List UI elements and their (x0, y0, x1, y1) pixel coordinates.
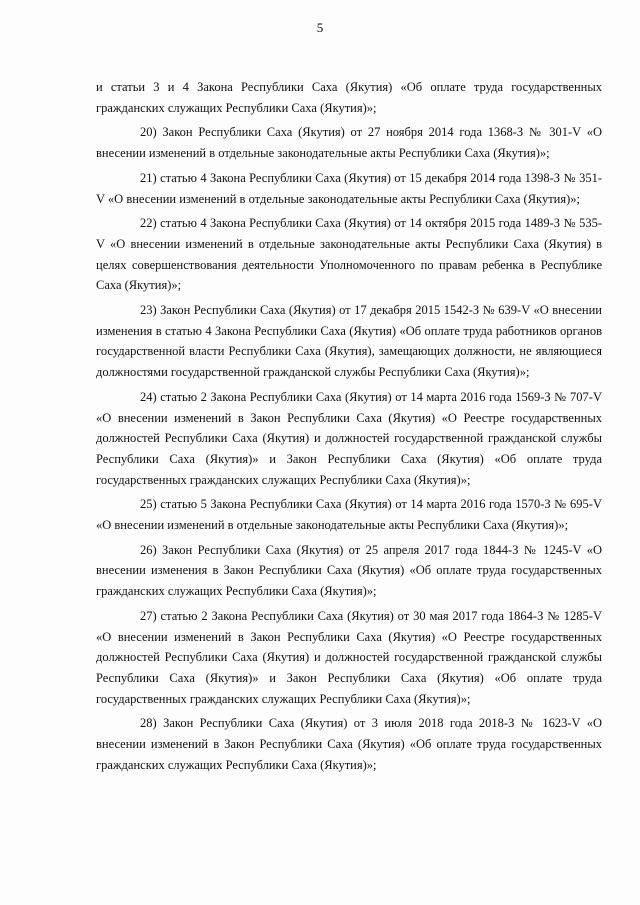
list-item-28: 28) Закон Республики Саха (Якутия) от 3 июля 2018 года 2018-З № 1623-V «О внесении изменений в Закон Республики Саха (Якутия) «Об оплате труда государственных гражданских служащих Республики Саха (Якутия)»; (96, 716, 602, 772)
list-item-27: 27) статью 2 Закона Республики Саха (Якутия) от 30 мая 2017 года 1864-З № 1285-V «О внесении изменений в Закон Республики Саха (Якутия) «О Реестре государственных должностей Республики Саха (Якутия) и должностей государственной гражданской службы Республики Саха (Якутия)» и Закон Республики Саха (Якутия) «Об оплате труда государственных гражданских служащих Республики Саха (Якутия)»; (96, 608, 602, 706)
list-item-24: 24) статью 2 Закона Республики Саха (Якутия) от 14 марта 2016 года 1569-З № 707-V «О внесении изменений в Закон Республики Саха (Якутия) «О Реестре государственных должностей Республики Саха (Якутия) и должностей государственной гражданской службы Республики Саха (Якутия)» и Закон Республики Саха (Якутия) «Об оплате труда государственных гражданских служащих Республики Саха (Якутия)»; (96, 389, 602, 487)
paragraph-continuation: и статьи 3 и 4 Закона Республики Саха (Якутия) «Об оплате труда государственных гражданских служащих Республики Саха (Якутия)»; (96, 80, 602, 115)
document-body (96, 77, 602, 780)
list-item-26: 26) Закон Республики Саха (Якутия) от 25 апреля 2017 года 1844-З № 1245-V «О внесении изменения в Закон Республики Саха (Якутия) «Об оплате труда государственных гражданских служащих Республики Саха (Якутия)»; (96, 542, 602, 599)
list-item-21: 21) статью 4 Закона Республики Саха (Якутия) от 15 декабря 2014 года 1398-З № 351-V «О внесении изменений в отдельные законодательные акты Республики Саха (Якутия)»; (96, 170, 602, 206)
list-item-25: 25) статью 5 Закона Республики Саха (Якутия) от 14 марта 2016 года 1570-З № 695-V «О внесении изменений в отдельные законодательные акты Республики Саха (Якутия)»; (96, 497, 602, 533)
list-item-23: 23) Закон Республики Саха (Якутия) от 17 декабря 2015 1542-З № 639-V «О внесении изменения в статью 4 Закона Республики Саха (Якутия) «Об оплате труда работников органов государственной власти Республики Саха (Якутия), замещающих должности, не являющиеся должностями государственной гражданской службы Республики Саха (Якутия)»; (96, 303, 602, 380)
list-item-20: 20) Закон Республики Саха (Якутия) от 27 ноября 2014 года 1368-З № 301-V «О внесении изменений в отдельные законодательные акты Республики Саха (Якутия)»; (96, 125, 602, 161)
list-item-22: 22) статью 4 Закона Республики Саха (Якутия) от 14 октября 2015 года 1489-З № 535-V «О внесении изменений в отдельные законодательные акты Республики Саха (Якутия) в целях совершенствования деятельности Уполномоченного по правам ребенка в Республике Саха (Якутия)»; (96, 216, 602, 293)
page-number: 5 (316, 20, 324, 35)
